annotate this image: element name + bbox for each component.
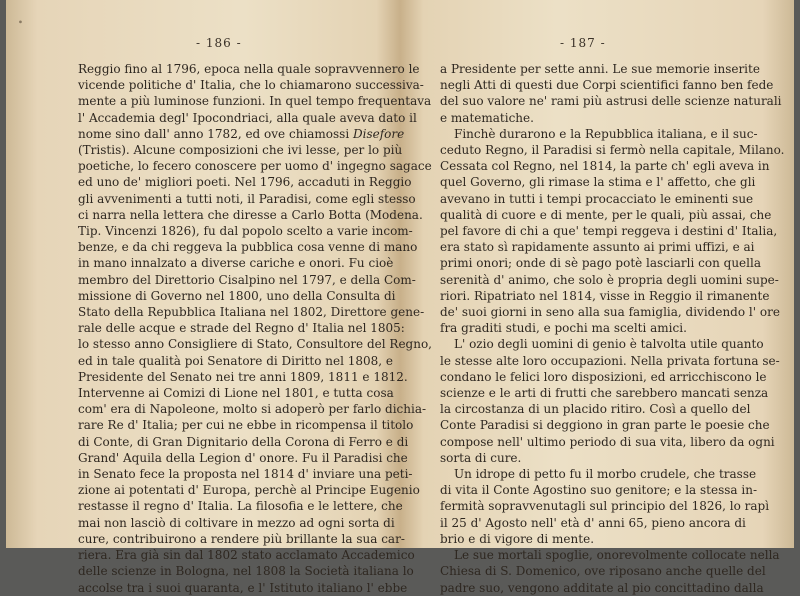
text-line: Un idrope di petto fu il morbo crudele, che trasse — [454, 467, 757, 482]
text-line: membro del Direttorio Cisalpino nel 1797, e della Com- — [78, 272, 416, 287]
text-line: riera. Era già sin dal 1802 stato acclamato Accademico — [78, 548, 415, 563]
text-line: lo stesso anno Consigliere di Stato, Consultore del Regno, — [78, 337, 432, 352]
text-line: zione ai potentati d' Europa, perchè al Principe Eugenio — [78, 483, 420, 498]
text-line: la circostanza di un placido ritiro. Così a quello del — [440, 402, 751, 417]
text-line: pel favore di chi a que' tempi reggeva i destini d' Italia, — [440, 224, 778, 239]
text-line: le stesse alte loro occupazioni. Nella privata fortuna se- — [440, 353, 780, 368]
text-line: fra graditi studi, e pochi ma scelti amici. — [440, 321, 687, 336]
book-spread — [6, 0, 794, 595]
text-line: negli Atti di questi due Corpi scientifici fanno ben fede — [440, 78, 774, 93]
left-page-text — [78, 61, 432, 596]
text-line: primi onori; onde di sè pago potè lasciarli con quella — [440, 256, 761, 271]
text-line: condano le felici loro disposizioni, ed arricchiscono le — [440, 369, 767, 384]
text-line: compose nell' ultimo periodo di sua vita, libero da ogni — [440, 434, 775, 449]
page-corner-mark: ∙ — [18, 17, 23, 28]
text-line: sorta di cure. — [440, 450, 522, 465]
text-line: a Presidente per sette anni. Le sue memorie inserite — [440, 62, 760, 76]
text-line: L' ozio degli uomini di genio è talvolta utile quanto — [454, 337, 764, 352]
text-line: Grand' Aquila della Legion d' onore. Fu il Paradisi che — [78, 450, 408, 465]
text-line: rale delle acque e strade del Regno d' Italia nel 1805: — [78, 321, 405, 336]
text-line: avevano in tutti i tempi procacciato le eminenti sue — [440, 191, 754, 206]
text-line: poetiche, lo fecero conoscere per uomo d' ingegno sagace — [78, 159, 432, 174]
text-line: Intervenne ai Comizi di Lione nel 1801, e tutta cosa — [78, 386, 394, 401]
text-line: mai non lasciò di coltivare in mezzo ad ogni sorta di — [78, 515, 395, 530]
left-page-number: - 186 - — [196, 36, 242, 50]
text-line: era stato sì rapidamente assunto ai primi uffizi, e ai — [440, 240, 755, 255]
text-line: Le sue mortali spoglie, onorevolmente collocate nella — [454, 548, 780, 563]
text-line: restasse il regno d' Italia. La filosofia e le lettere, che — [78, 499, 403, 514]
text-line: Chiesa di S. Domenico, ove riposano anche quelle del — [440, 564, 766, 579]
text-line: padre suo, vengono additate al pio concittadino dalla — [440, 580, 764, 595]
text-line: com' era di Napoleone, molto si adoperò per farlo dichia- — [78, 402, 427, 417]
text-line: l' Accademia degl' Ipocondriaci, alla quale aveva dato il — [78, 110, 417, 125]
text-line: Conte Paradisi si deggiono in gran parte le poesie che — [440, 418, 770, 433]
text-line: in Senato fece la proposta nel 1814 d' inviare una peti- — [78, 467, 413, 482]
text-line: scienze e le arti di frutti che sarebbero mancati senza — [440, 386, 769, 401]
text-line: cure, contribuirono a rendere più brillante la sua car- — [78, 531, 405, 546]
text-line: quel Governo, gli rimase la stima e l' affetto, che gli — [440, 175, 756, 190]
text-line: de' suoi giorni in seno alla sua famiglia, dividendo l' ore — [440, 305, 780, 320]
text-line: Finchè durarono e la Repubblica italiana, e il suc- — [454, 126, 758, 141]
right-page — [400, 0, 794, 595]
right-page-number: - 187 - — [560, 36, 606, 50]
text-line: Cessata col Regno, nel 1814, la parte ch' egli aveva in — [440, 159, 770, 174]
text-line: ci narra nella lettera che diresse a Carlo Botta (Modena. — [78, 207, 423, 222]
text-line: Stato della Repubblica Italiana nel 1802, Direttore gene- — [78, 305, 425, 320]
text-line: ed uno de' migliori poeti. Nel 1796, accaduti in Reggio — [78, 175, 412, 190]
text-line: vicende politiche d' Italia, che lo chiamarono successiva- — [78, 78, 424, 93]
text-line: fermità sopravvenutagli sul principio del 1826, lo rapì — [440, 499, 770, 514]
text-line: il 25 d' Agosto nell' età d' anni 65, pieno ancora di — [440, 515, 746, 530]
text-line: serenità d' animo, che solo è propria degli uomini supe- — [440, 272, 779, 287]
text-line: benze, e da chi reggeva la pubblica cosa venne di mano — [78, 240, 418, 255]
text-line: Reggio fino al 1796, epoca nella quale sopravvennero le — [78, 62, 420, 76]
text-line: di Conte, di Gran Dignitario della Corona di Ferro e di — [78, 434, 409, 449]
text-line: Presidente del Senato nei tre anni 1809, 1811 e 1812. — [78, 369, 408, 384]
text-line: delle scienze in Bologna, nel 1808 la Società italiana lo — [78, 564, 414, 579]
text-line: e matematiche. — [440, 110, 534, 125]
text-line: mente a più luminose funzioni. In quel tempo frequentava — [78, 94, 432, 109]
text-line: accolse tra i suoi quaranta, e l' Istituto italiano l' ebbe — [78, 580, 408, 595]
text-line: gli avvenimenti a tutti noti, il Paradisi, come egli stesso — [78, 191, 416, 206]
text-line: riori. Ripatriato nel 1814, visse in Reggio il rimanente — [440, 288, 770, 303]
text-line: missione di Governo nel 1800, uno della Consulta di — [78, 288, 396, 303]
text-line: rare Re d' Italia; per cui ne ebbe in ricompensa il titolo — [78, 418, 414, 433]
left-page — [6, 0, 432, 595]
text-line: in mano innalzato a diverse cariche e onori. Fu cioè — [78, 256, 394, 271]
right-page-text — [440, 61, 785, 596]
text-line: (Tristis). Alcune composizioni che ivi lesse, per lo più — [78, 143, 403, 158]
text-line: ed in tale qualità poi Senatore di Diritto nel 1808, e — [78, 353, 394, 368]
text-line: brio e di vigore di mente. — [440, 531, 595, 546]
text-line: nome sino dall' anno 1782, ed ove chiamossi Disefore — [78, 126, 405, 141]
text-line: di vita il Conte Agostino suo genitore; e la stessa in- — [440, 483, 757, 498]
text-line: qualità di cuore e di mente, per le quali, più assai, che — [440, 207, 772, 222]
text-line: ceduto Regno, il Paradisi si fermò nella capitale, Milano. — [440, 143, 785, 158]
text-line: Tip. Vincenzi 1826), fu dal popolo scelto a varie incom- — [78, 224, 413, 239]
text-line: del suo valore ne' rami più astrusi delle scienze naturali — [440, 94, 782, 109]
